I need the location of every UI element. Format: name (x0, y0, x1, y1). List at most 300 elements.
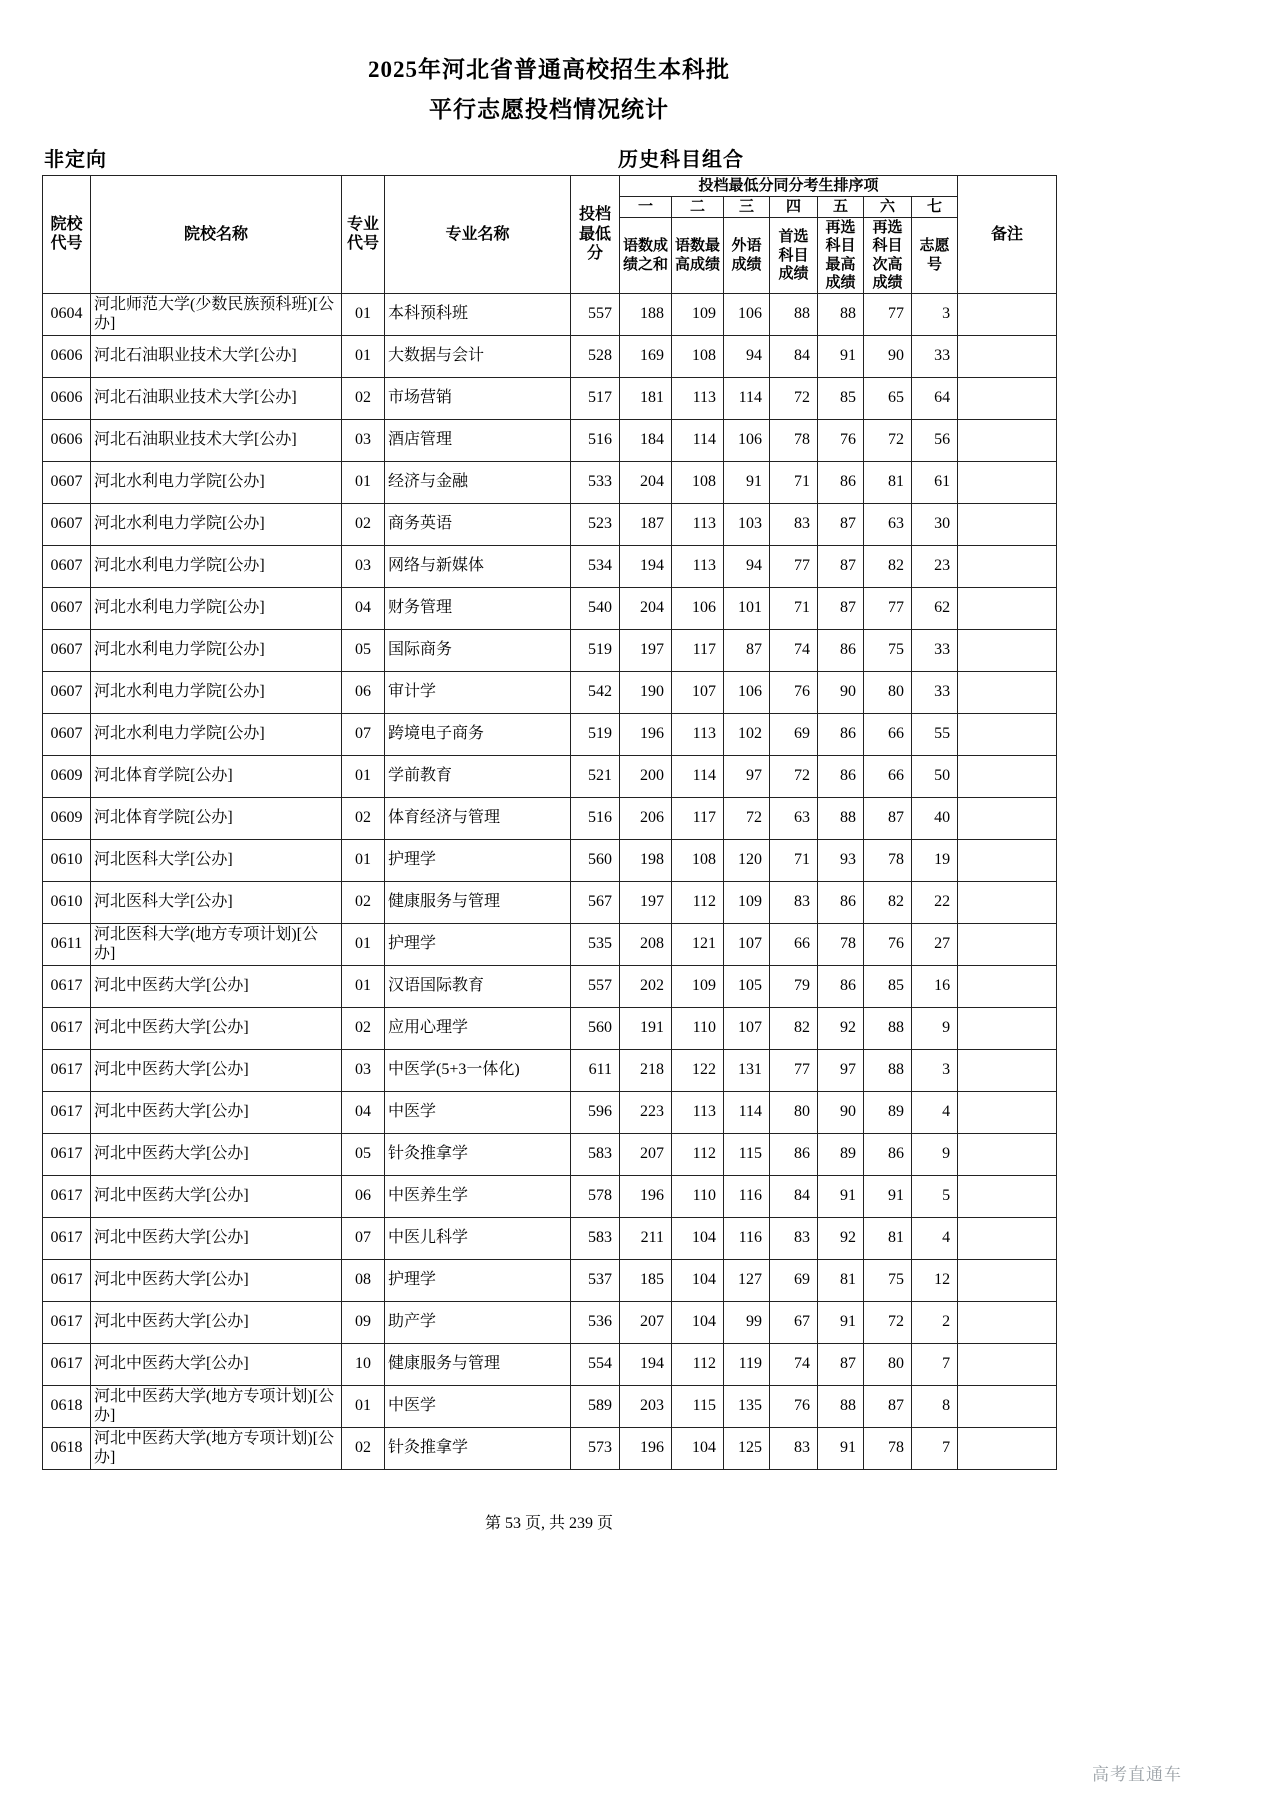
major-name-cell: 酒店管理 (385, 420, 571, 462)
major-code-cell: 09 (342, 1302, 385, 1344)
major-code-cell: 01 (342, 294, 385, 336)
major-name-cell: 中医学 (385, 1092, 571, 1134)
remark-cell (958, 1008, 1057, 1050)
score-4-cell: 71 (770, 462, 818, 504)
table-header (43, 175, 1057, 294)
col-header-college-name: 院校名称 (91, 175, 342, 294)
score-1-cell: 198 (620, 840, 672, 882)
min-score-cell: 578 (571, 1176, 620, 1218)
college-code-cell: 0617 (43, 1134, 91, 1176)
score-2-cell: 110 (672, 1008, 724, 1050)
score-7-cell: 23 (912, 546, 958, 588)
college-code-cell: 0617 (43, 1260, 91, 1302)
score-6-cell: 85 (864, 966, 912, 1008)
college-name-cell: 河北医科大学[公办] (91, 840, 342, 882)
score-4-cell: 76 (770, 672, 818, 714)
college-code-cell: 0609 (43, 798, 91, 840)
score-2-cell: 104 (672, 1218, 724, 1260)
score-6-cell: 87 (864, 1386, 912, 1428)
score-5-cell: 87 (818, 504, 864, 546)
score-1-cell: 191 (620, 1008, 672, 1050)
college-code-cell: 0617 (43, 1344, 91, 1386)
score-1-cell: 218 (620, 1050, 672, 1092)
min-score-cell: 537 (571, 1260, 620, 1302)
score-6-cell: 77 (864, 294, 912, 336)
score-3-cell: 120 (724, 840, 770, 882)
score-3-cell: 114 (724, 1092, 770, 1134)
score-4-cell: 69 (770, 1260, 818, 1302)
score-1-cell: 208 (620, 924, 672, 966)
score-3-cell: 125 (724, 1428, 770, 1470)
college-name-cell: 河北水利电力学院[公办] (91, 504, 342, 546)
score-6-cell: 80 (864, 672, 912, 714)
major-name-cell: 中医学 (385, 1386, 571, 1428)
major-name-cell: 护理学 (385, 1260, 571, 1302)
score-2-cell: 108 (672, 840, 724, 882)
score-7-cell: 64 (912, 378, 958, 420)
score-4-cell: 83 (770, 1218, 818, 1260)
major-code-cell: 02 (342, 1428, 385, 1470)
score-7-cell: 3 (912, 1050, 958, 1092)
min-score-cell: 560 (571, 840, 620, 882)
table-row (43, 1134, 1057, 1176)
major-name-cell: 大数据与会计 (385, 336, 571, 378)
col-header-major-code: 专业代号 (342, 175, 385, 294)
score-4-cell: 77 (770, 546, 818, 588)
college-name-cell: 河北中医药大学[公办] (91, 1260, 342, 1302)
score-1-cell: 200 (620, 756, 672, 798)
score-3-cell: 102 (724, 714, 770, 756)
college-name-cell: 河北中医药大学[公办] (91, 1008, 342, 1050)
score-4-cell: 80 (770, 1092, 818, 1134)
ordinal-3: 三 (724, 196, 770, 217)
col-header-remark: 备注 (958, 175, 1057, 294)
score-5-cell: 91 (818, 1176, 864, 1218)
major-name-cell: 市场营销 (385, 378, 571, 420)
score-4-cell: 84 (770, 336, 818, 378)
score-3-cell: 72 (724, 798, 770, 840)
score-1-cell: 196 (620, 714, 672, 756)
score-5-cell: 86 (818, 630, 864, 672)
score-1-cell: 169 (620, 336, 672, 378)
score-6-cell: 82 (864, 546, 912, 588)
sublabel-4: 首选科目成绩 (770, 218, 818, 294)
score-2-cell: 108 (672, 462, 724, 504)
college-name-cell: 河北师范大学(少数民族预科班)[公办] (91, 294, 342, 336)
sublabel-3: 外语成绩 (724, 218, 770, 294)
direction-label: 非定向 (44, 148, 107, 171)
title-line-1: 2025年河北省普通高校招生本科批 (368, 57, 730, 82)
min-score-cell: 583 (571, 1218, 620, 1260)
score-2-cell: 113 (672, 378, 724, 420)
min-score-cell: 533 (571, 462, 620, 504)
college-code-cell: 0617 (43, 1050, 91, 1092)
score-4-cell: 77 (770, 1050, 818, 1092)
score-4-cell: 66 (770, 924, 818, 966)
college-name-cell: 河北中医药大学(地方专项计划)[公办] (91, 1428, 342, 1470)
score-6-cell: 77 (864, 588, 912, 630)
ordinal-1: 一 (620, 196, 672, 217)
score-2-cell: 108 (672, 336, 724, 378)
college-name-cell: 河北中医药大学[公办] (91, 966, 342, 1008)
major-name-cell: 国际商务 (385, 630, 571, 672)
score-4-cell: 82 (770, 1008, 818, 1050)
college-code-cell: 0617 (43, 1302, 91, 1344)
page-content (42, 0, 1056, 1533)
table-row (43, 1050, 1057, 1092)
page-title (42, 50, 1056, 131)
min-score-cell: 567 (571, 882, 620, 924)
score-7-cell: 61 (912, 462, 958, 504)
score-4-cell: 76 (770, 1386, 818, 1428)
score-7-cell: 4 (912, 1092, 958, 1134)
score-6-cell: 90 (864, 336, 912, 378)
college-code-cell: 0610 (43, 840, 91, 882)
min-score-cell: 596 (571, 1092, 620, 1134)
score-1-cell: 194 (620, 1344, 672, 1386)
score-5-cell: 88 (818, 1386, 864, 1428)
score-1-cell: 206 (620, 798, 672, 840)
remark-cell (958, 1218, 1057, 1260)
score-4-cell: 74 (770, 1344, 818, 1386)
score-6-cell: 89 (864, 1092, 912, 1134)
remark-cell (958, 294, 1057, 336)
score-2-cell: 113 (672, 504, 724, 546)
college-name-cell: 河北石油职业技术大学[公办] (91, 336, 342, 378)
college-name-cell: 河北体育学院[公办] (91, 798, 342, 840)
score-5-cell: 97 (818, 1050, 864, 1092)
table-body (43, 294, 1057, 1470)
score-3-cell: 119 (724, 1344, 770, 1386)
college-code-cell: 0611 (43, 924, 91, 966)
score-5-cell: 78 (818, 924, 864, 966)
score-5-cell: 93 (818, 840, 864, 882)
table-row (43, 840, 1057, 882)
college-name-cell: 河北中医药大学[公办] (91, 1134, 342, 1176)
remark-cell (958, 504, 1057, 546)
score-2-cell: 114 (672, 756, 724, 798)
score-5-cell: 86 (818, 462, 864, 504)
score-2-cell: 112 (672, 882, 724, 924)
score-7-cell: 30 (912, 504, 958, 546)
major-name-cell: 经济与金融 (385, 462, 571, 504)
score-3-cell: 103 (724, 504, 770, 546)
major-code-cell: 06 (342, 672, 385, 714)
score-6-cell: 65 (864, 378, 912, 420)
score-7-cell: 8 (912, 1386, 958, 1428)
score-5-cell: 90 (818, 672, 864, 714)
score-7-cell: 40 (912, 798, 958, 840)
score-3-cell: 106 (724, 294, 770, 336)
major-name-cell: 财务管理 (385, 588, 571, 630)
table-row (43, 798, 1057, 840)
college-code-cell: 0607 (43, 672, 91, 714)
college-code-cell: 0617 (43, 1218, 91, 1260)
college-code-cell: 0606 (43, 378, 91, 420)
major-code-cell: 01 (342, 924, 385, 966)
remark-cell (958, 840, 1057, 882)
table-row (43, 420, 1057, 462)
score-6-cell: 72 (864, 1302, 912, 1344)
score-1-cell: 188 (620, 294, 672, 336)
remark-cell (958, 546, 1057, 588)
major-name-cell: 中医儿科学 (385, 1218, 571, 1260)
score-6-cell: 91 (864, 1176, 912, 1218)
ordinal-2: 二 (672, 196, 724, 217)
college-code-cell: 0618 (43, 1428, 91, 1470)
major-name-cell: 护理学 (385, 924, 571, 966)
remark-cell (958, 882, 1057, 924)
college-code-cell: 0607 (43, 630, 91, 672)
table-row (43, 1092, 1057, 1134)
score-1-cell: 211 (620, 1218, 672, 1260)
table-row (43, 336, 1057, 378)
score-5-cell: 88 (818, 294, 864, 336)
major-code-cell: 05 (342, 630, 385, 672)
score-3-cell: 105 (724, 966, 770, 1008)
college-code-cell: 0617 (43, 966, 91, 1008)
college-name-cell: 河北医科大学(地方专项计划)[公办] (91, 924, 342, 966)
score-1-cell: 190 (620, 672, 672, 714)
remark-cell (958, 1050, 1057, 1092)
score-6-cell: 63 (864, 504, 912, 546)
score-6-cell: 88 (864, 1050, 912, 1092)
min-score-cell: 589 (571, 1386, 620, 1428)
score-1-cell: 187 (620, 504, 672, 546)
min-score-cell: 557 (571, 966, 620, 1008)
subject-combo-label: 历史科目组合 (618, 148, 744, 171)
score-2-cell: 110 (672, 1176, 724, 1218)
score-3-cell: 97 (724, 756, 770, 798)
score-5-cell: 87 (818, 546, 864, 588)
col-header-min-score: 投档最低分 (571, 175, 620, 294)
college-name-cell: 河北中医药大学[公办] (91, 1218, 342, 1260)
score-4-cell: 83 (770, 882, 818, 924)
score-4-cell: 84 (770, 1176, 818, 1218)
score-4-cell: 69 (770, 714, 818, 756)
min-score-cell: 521 (571, 756, 620, 798)
remark-cell (958, 672, 1057, 714)
remark-cell (958, 1092, 1057, 1134)
score-2-cell: 109 (672, 294, 724, 336)
remark-cell (958, 756, 1057, 798)
score-3-cell: 107 (724, 924, 770, 966)
score-7-cell: 5 (912, 1176, 958, 1218)
score-2-cell: 104 (672, 1260, 724, 1302)
score-3-cell: 109 (724, 882, 770, 924)
score-5-cell: 91 (818, 336, 864, 378)
college-name-cell: 河北中医药大学[公办] (91, 1344, 342, 1386)
score-7-cell: 55 (912, 714, 958, 756)
score-7-cell: 16 (912, 966, 958, 1008)
score-5-cell: 91 (818, 1428, 864, 1470)
major-name-cell: 针灸推拿学 (385, 1428, 571, 1470)
score-1-cell: 202 (620, 966, 672, 1008)
score-4-cell: 63 (770, 798, 818, 840)
table-row (43, 588, 1057, 630)
college-name-cell: 河北中医药大学[公办] (91, 1176, 342, 1218)
col-header-tiebreaker-group: 投档最低分同分考生排序项 (620, 175, 958, 196)
score-3-cell: 106 (724, 420, 770, 462)
score-7-cell: 4 (912, 1218, 958, 1260)
table-row (43, 1428, 1057, 1470)
remark-cell (958, 1344, 1057, 1386)
college-name-cell: 河北水利电力学院[公办] (91, 714, 342, 756)
score-2-cell: 112 (672, 1134, 724, 1176)
score-2-cell: 112 (672, 1344, 724, 1386)
score-1-cell: 197 (620, 630, 672, 672)
sublabel-1: 语数成绩之和 (620, 218, 672, 294)
college-code-cell: 0607 (43, 588, 91, 630)
score-5-cell: 86 (818, 966, 864, 1008)
score-7-cell: 7 (912, 1344, 958, 1386)
score-2-cell: 114 (672, 420, 724, 462)
college-name-cell: 河北水利电力学院[公办] (91, 672, 342, 714)
score-2-cell: 109 (672, 966, 724, 1008)
page-number: 第 53 页, 共 239 页 (484, 1515, 613, 1533)
college-code-cell: 0606 (43, 336, 91, 378)
score-7-cell: 3 (912, 294, 958, 336)
col-header-major-name: 专业名称 (385, 175, 571, 294)
min-score-cell: 516 (571, 420, 620, 462)
college-name-cell: 河北体育学院[公办] (91, 756, 342, 798)
table-row (43, 924, 1057, 966)
min-score-cell: 535 (571, 924, 620, 966)
score-5-cell: 87 (818, 1344, 864, 1386)
college-name-cell: 河北中医药大学(地方专项计划)[公办] (91, 1386, 342, 1428)
ordinal-7: 七 (912, 196, 958, 217)
college-code-cell: 0617 (43, 1092, 91, 1134)
major-name-cell: 汉语国际教育 (385, 966, 571, 1008)
college-code-cell: 0609 (43, 756, 91, 798)
score-5-cell: 92 (818, 1218, 864, 1260)
score-2-cell: 113 (672, 1092, 724, 1134)
score-7-cell: 19 (912, 840, 958, 882)
remark-cell (958, 1428, 1057, 1470)
major-name-cell: 体育经济与管理 (385, 798, 571, 840)
major-name-cell: 健康服务与管理 (385, 882, 571, 924)
remark-cell (958, 1260, 1057, 1302)
score-3-cell: 94 (724, 546, 770, 588)
remark-cell (958, 336, 1057, 378)
score-6-cell: 66 (864, 714, 912, 756)
score-1-cell: 196 (620, 1176, 672, 1218)
score-3-cell: 135 (724, 1386, 770, 1428)
score-6-cell: 81 (864, 1218, 912, 1260)
college-code-cell: 0618 (43, 1386, 91, 1428)
min-score-cell: 534 (571, 546, 620, 588)
major-name-cell: 学前教育 (385, 756, 571, 798)
college-code-cell: 0617 (43, 1008, 91, 1050)
min-score-cell: 611 (571, 1050, 620, 1092)
score-5-cell: 85 (818, 378, 864, 420)
college-name-cell: 河北水利电力学院[公办] (91, 630, 342, 672)
remark-cell (958, 420, 1057, 462)
major-code-cell: 07 (342, 1218, 385, 1260)
college-name-cell: 河北水利电力学院[公办] (91, 462, 342, 504)
score-5-cell: 90 (818, 1092, 864, 1134)
score-2-cell: 107 (672, 672, 724, 714)
table-row (43, 546, 1057, 588)
remark-cell (958, 1176, 1057, 1218)
major-name-cell: 助产学 (385, 1302, 571, 1344)
remark-cell (958, 462, 1057, 504)
score-5-cell: 86 (818, 882, 864, 924)
major-name-cell: 商务英语 (385, 504, 571, 546)
table-row (43, 1302, 1057, 1344)
remark-cell (958, 966, 1057, 1008)
major-code-cell: 04 (342, 588, 385, 630)
college-code-cell: 0610 (43, 882, 91, 924)
major-name-cell: 针灸推拿学 (385, 1134, 571, 1176)
score-7-cell: 33 (912, 336, 958, 378)
major-code-cell: 08 (342, 1260, 385, 1302)
score-5-cell: 81 (818, 1260, 864, 1302)
college-name-cell: 河北中医药大学[公办] (91, 1092, 342, 1134)
major-code-cell: 03 (342, 1050, 385, 1092)
major-name-cell: 跨境电子商务 (385, 714, 571, 756)
table-row (43, 1008, 1057, 1050)
score-2-cell: 115 (672, 1386, 724, 1428)
score-6-cell: 78 (864, 840, 912, 882)
header-group-row (43, 175, 1057, 196)
watermark-text: 高考直通车 (1092, 1765, 1182, 1784)
min-score-cell: 528 (571, 336, 620, 378)
score-1-cell: 207 (620, 1134, 672, 1176)
major-name-cell: 护理学 (385, 840, 571, 882)
major-name-cell: 应用心理学 (385, 1008, 571, 1050)
major-code-cell: 05 (342, 1134, 385, 1176)
score-4-cell: 83 (770, 1428, 818, 1470)
college-code-cell: 0607 (43, 504, 91, 546)
major-code-cell: 02 (342, 378, 385, 420)
major-code-cell: 03 (342, 546, 385, 588)
major-code-cell: 02 (342, 882, 385, 924)
ordinal-5: 五 (818, 196, 864, 217)
min-score-cell: 557 (571, 294, 620, 336)
college-name-cell: 河北水利电力学院[公办] (91, 546, 342, 588)
score-6-cell: 86 (864, 1134, 912, 1176)
major-code-cell: 10 (342, 1344, 385, 1386)
college-name-cell: 河北石油职业技术大学[公办] (91, 420, 342, 462)
score-7-cell: 62 (912, 588, 958, 630)
table-row (43, 1176, 1057, 1218)
college-code-cell: 0607 (43, 462, 91, 504)
min-score-cell: 536 (571, 1302, 620, 1344)
score-1-cell: 185 (620, 1260, 672, 1302)
score-7-cell: 33 (912, 672, 958, 714)
score-4-cell: 67 (770, 1302, 818, 1344)
score-7-cell: 2 (912, 1302, 958, 1344)
college-name-cell: 河北中医药大学[公办] (91, 1302, 342, 1344)
table-row (43, 714, 1057, 756)
score-5-cell: 92 (818, 1008, 864, 1050)
major-code-cell: 01 (342, 1386, 385, 1428)
remark-cell (958, 798, 1057, 840)
score-1-cell: 184 (620, 420, 672, 462)
major-code-cell: 03 (342, 420, 385, 462)
score-3-cell: 127 (724, 1260, 770, 1302)
score-3-cell: 106 (724, 672, 770, 714)
major-code-cell: 01 (342, 756, 385, 798)
major-name-cell: 中医学(5+3一体化) (385, 1050, 571, 1092)
major-code-cell: 02 (342, 1008, 385, 1050)
score-3-cell: 101 (724, 588, 770, 630)
score-6-cell: 76 (864, 924, 912, 966)
section-labels (42, 131, 1056, 175)
major-code-cell: 01 (342, 462, 385, 504)
score-1-cell: 181 (620, 378, 672, 420)
